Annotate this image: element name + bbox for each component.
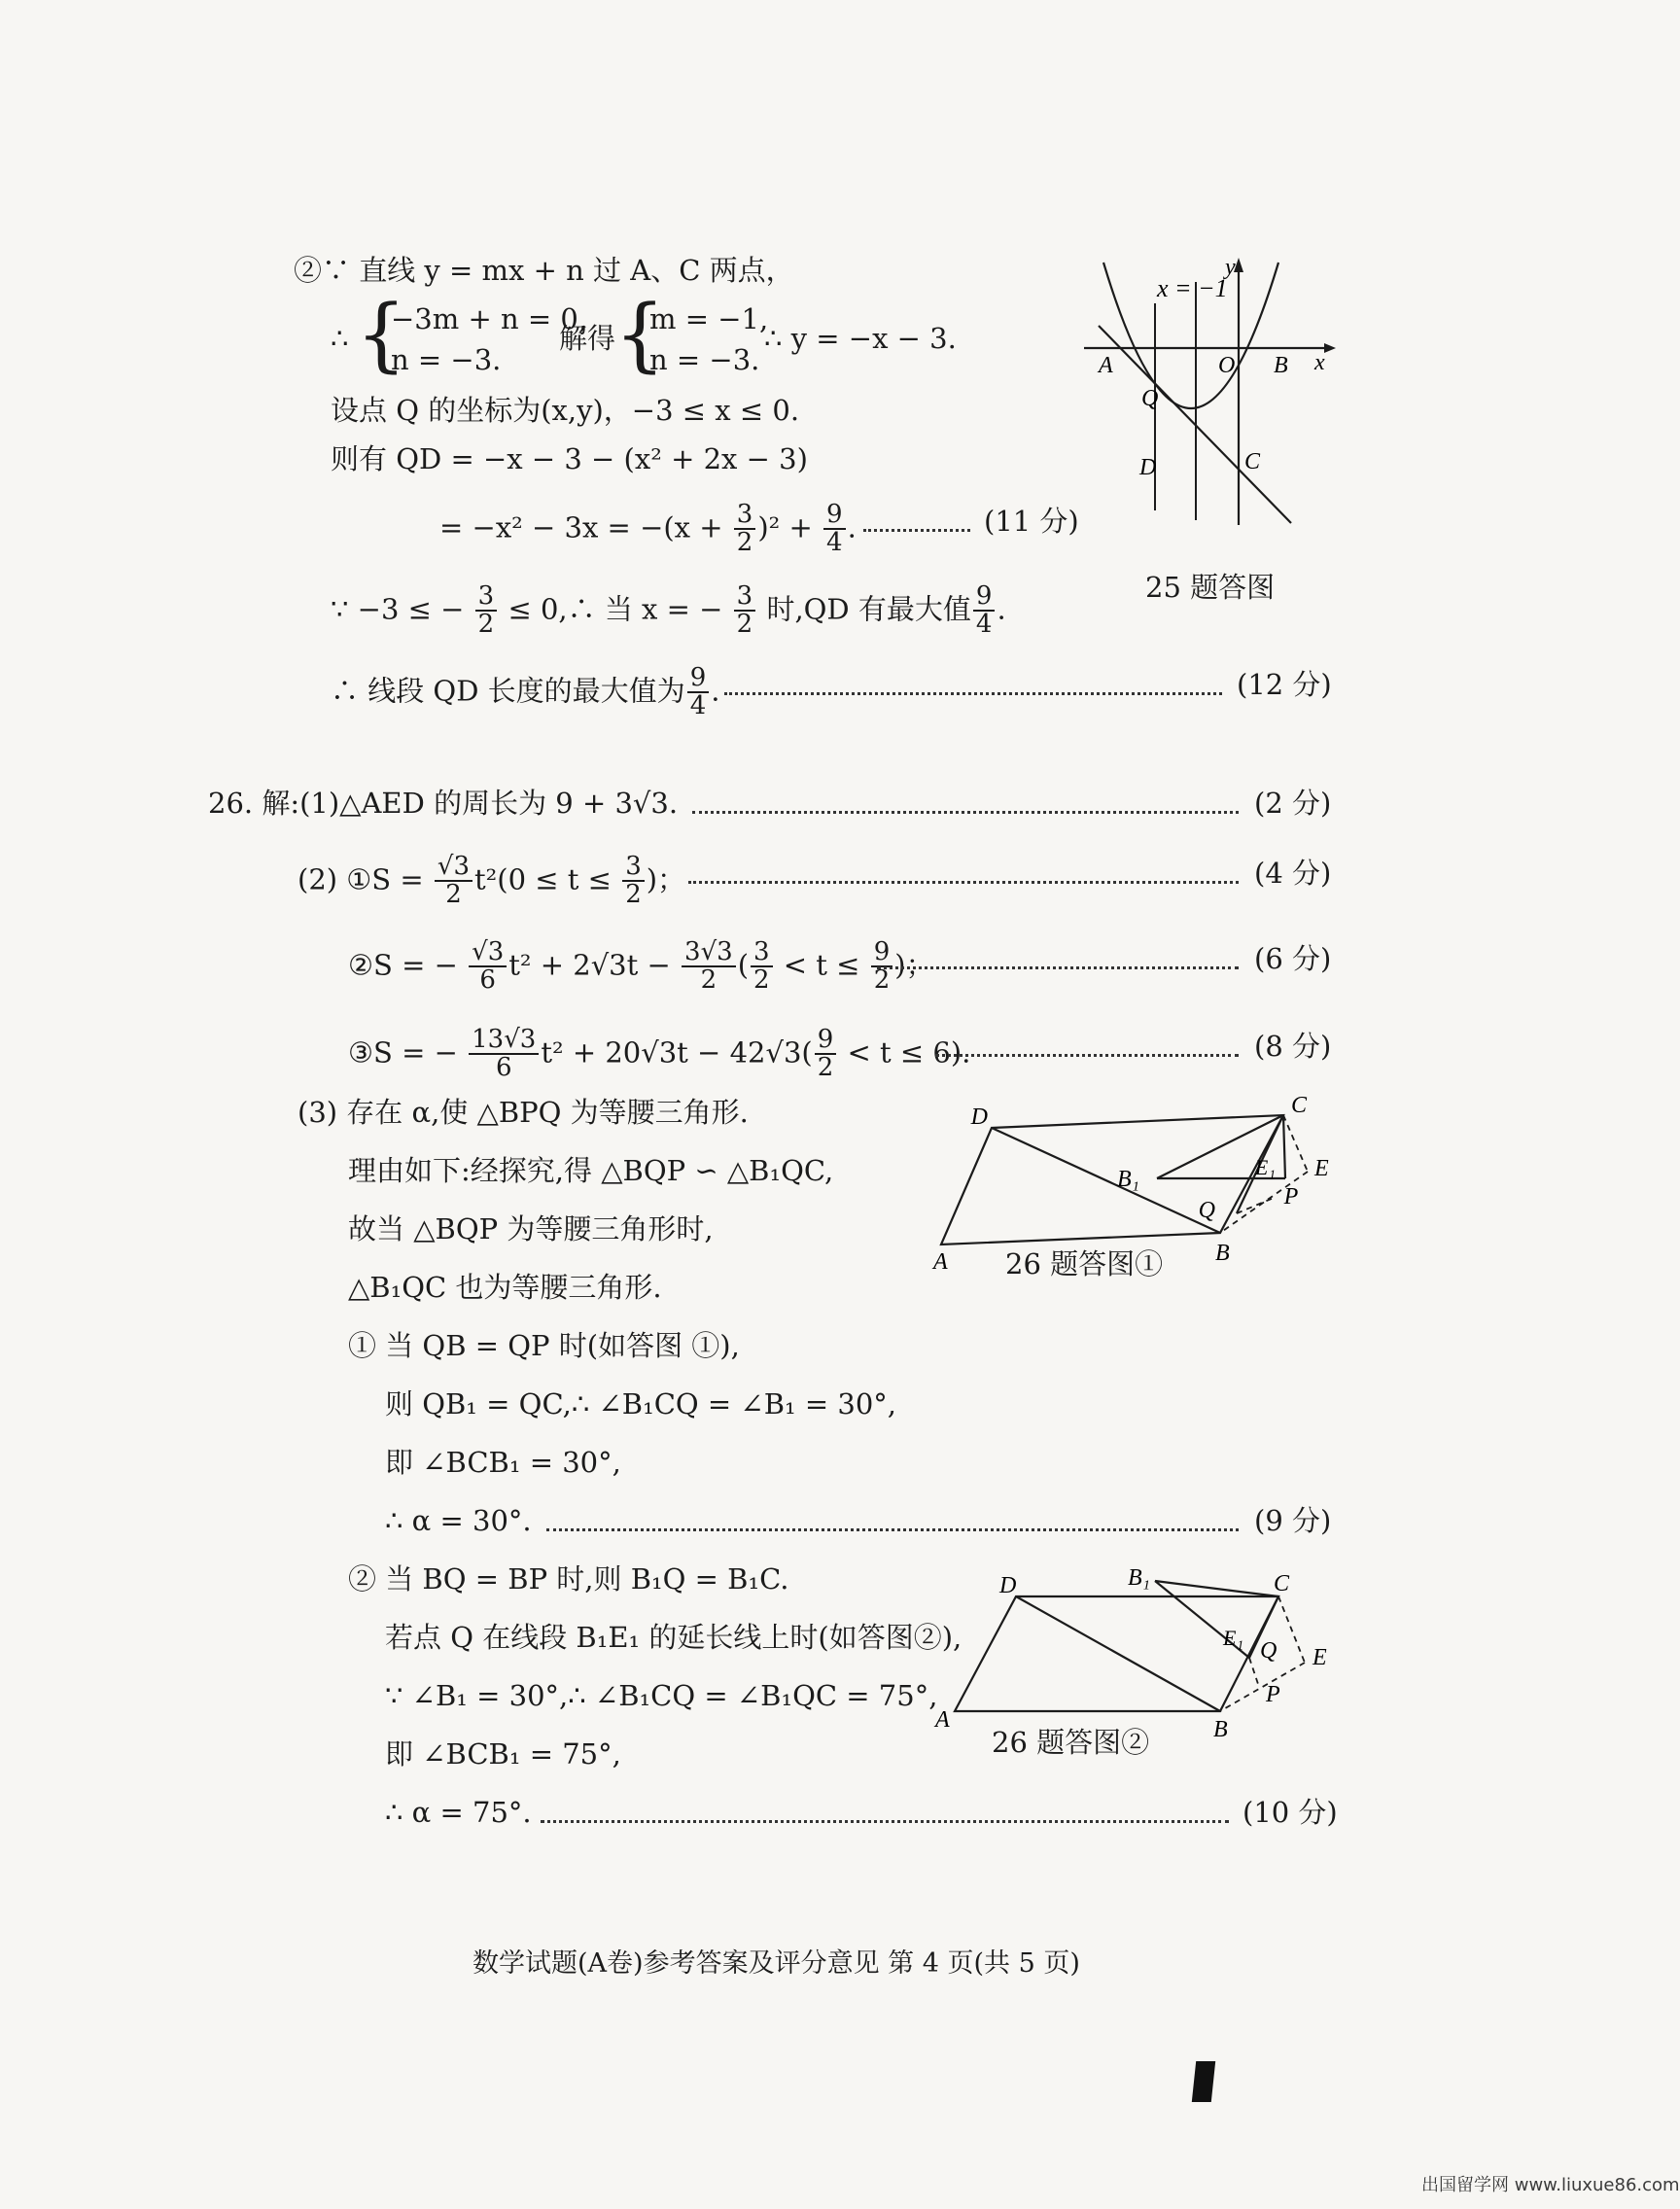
p26-part1: 26. 解:(1)△AED 的周长为 9 + 3√3. <box>208 787 679 820</box>
p26-case2-l5: ∴ α = 75°. <box>385 1796 532 1829</box>
diagonal-db <box>1016 1596 1220 1711</box>
diagonal-db <box>992 1128 1220 1233</box>
svg-text:P: P <box>1266 1682 1280 1707</box>
score-10: (10 分) <box>1242 1796 1338 1829</box>
svg-text:A: A <box>1099 353 1113 378</box>
svg-text:D: D <box>999 1573 1017 1598</box>
dot-leader <box>688 881 1239 884</box>
dot-leader <box>863 529 970 532</box>
p25-system1-eq2: n = −3. <box>391 343 502 376</box>
dot-leader <box>935 1054 1239 1057</box>
score-4: (4 分) <box>1254 857 1332 890</box>
score-11: (11 分) <box>984 505 1079 538</box>
score-2: (2 分) <box>1254 787 1332 820</box>
p25-brace-1: { <box>356 289 407 381</box>
p26-part2-case3: ③S = − $\frac{13√3}{6}$ t² + 20√3t − 42√3( $\frac{9}{2}$ < t ≤ 6). <box>348 1025 971 1083</box>
svg-text:E: E <box>1312 1645 1327 1670</box>
dot-leader <box>724 692 1222 695</box>
svg-text:O: O <box>1218 353 1236 378</box>
svg-text:E₁: E₁ <box>1254 1155 1276 1179</box>
svg-text:B: B <box>1215 1241 1230 1266</box>
p26-part2-case1: (2) ①S = $\frac{√3}{2}$ t²(0 ≤ t ≤ $\frac{3}{2}$ )； <box>298 852 686 910</box>
score-9: (9 分) <box>1254 1504 1332 1537</box>
p25-system1-eq1: −3m + n = 0, <box>391 302 588 335</box>
p26-part2-case2: ②S = − $\frac{√3}{6}$ t² + 2√3t − $\frac{3√3}{2}$ ( $\frac{3}{2}$ < t ≤ $\frac{9}{2}$ )； <box>348 937 934 996</box>
dashed-qp <box>1249 1658 1259 1687</box>
score-6: (6 分) <box>1254 942 1332 975</box>
dashed-ce <box>1278 1596 1305 1663</box>
svg-text:D: D <box>1139 455 1157 480</box>
p26-case1-l1: ① 当 QB = QP 时(如答图 ①), <box>348 1329 740 1362</box>
scan-mark <box>1192 2061 1215 2102</box>
p25-brace-2: { <box>614 289 666 381</box>
p25-therefore: ∴ <box>331 322 349 355</box>
figure-26-1-caption: 26 题答图① <box>1005 1247 1164 1280</box>
svg-text:C: C <box>1244 449 1261 474</box>
svg-text:C: C <box>1291 1093 1308 1118</box>
svg-text:x: x <box>1314 350 1325 375</box>
figure-25 <box>1069 243 1361 603</box>
frac-3-2: $\frac{3}{2}$ <box>734 502 756 557</box>
svg-text:C: C <box>1274 1571 1290 1596</box>
p25-system2-eq1: m = −1, <box>649 302 769 335</box>
p26-case2-l1: ② 当 BQ = BP 时,则 B₁Q = B₁C. <box>348 1562 789 1595</box>
svg-text:B₁: B₁ <box>1116 1167 1139 1192</box>
dot-leader <box>692 811 1239 814</box>
figure-25-caption: 25 题答图 <box>1145 571 1276 604</box>
dot-leader <box>541 1820 1229 1823</box>
p25-line-qd: 则有 QD = −x − 3 − (x² + 2x − 3) <box>331 442 808 475</box>
svg-text:Q: Q <box>1198 1198 1215 1223</box>
p25-line-given: ②∵ 直线 y = mx + n 过 A、C 两点， <box>294 254 794 287</box>
p26-part3-l4: △B₁QC 也为等腰三角形. <box>348 1271 662 1304</box>
svg-text:y: y <box>1225 255 1236 280</box>
p25-solved-label: 解得 <box>559 322 616 355</box>
score-12: (12 分) <box>1237 668 1332 701</box>
p26-part3-l3: 故当 △BQP 为等腰三角形时, <box>348 1212 714 1245</box>
svg-text:Q: Q <box>1260 1638 1278 1664</box>
p25-line-equation: ∴ y = −x − 3. <box>764 322 957 355</box>
svg-text:B₁: B₁ <box>1128 1565 1151 1591</box>
p26-case2-l2: 若点 Q 在线段 B₁E₁ 的延长线上时(如答图②), <box>385 1621 962 1654</box>
p25-line-range: ∵ −3 ≤ − $\frac{3}{2}$ ≤ 0,∴ 当 x = − $\frac{3}{2}$ 时,QD 有最大值 $\frac{9}{4}$ . <box>331 581 1006 640</box>
p25-line-point-q: 设点 Q 的坐标为(x,y)，−3 ≤ x ≤ 0. <box>331 394 800 427</box>
p26-case1-l2: 则 QB₁ = QC,∴ ∠B₁CQ = ∠B₁ = 30°, <box>385 1387 897 1420</box>
x-axis-arrow <box>1324 343 1336 353</box>
score-8: (8 分) <box>1254 1030 1332 1063</box>
parallelogram-abcd <box>941 1115 1283 1245</box>
p26-case2-l4: 即 ∠BCB₁ = 75°, <box>385 1737 621 1771</box>
svg-text:B: B <box>1213 1717 1228 1742</box>
page-footer: 数学试题(A卷)参考答案及评分意见 第 4 页(共 5 页) <box>472 1948 1080 1979</box>
watermark: 出国留学网 www.liuxue86.com <box>1421 2175 1680 2195</box>
p25-line-conclusion: ∴ 线段 QD 长度的最大值为 $\frac{9}{4}$ . <box>331 663 720 721</box>
p26-part3-l1: (3) 存在 α,使 △BPQ 为等腰三角形. <box>298 1096 749 1129</box>
label-axis-line: x = −1 <box>1157 274 1228 302</box>
svg-text:D: D <box>970 1104 988 1130</box>
frac-9-4: $\frac{9}{4}$ <box>823 502 846 557</box>
svg-text:E₁: E₁ <box>1223 1626 1244 1650</box>
p25-line-qd-expand: = −x² − 3x = −(x + $\frac{3}{2}$ )² + $\frac{9}{4}$ . <box>439 500 857 558</box>
svg-text:E: E <box>1314 1156 1329 1181</box>
p26-case1-l3: 即 ∠BCB₁ = 30°, <box>385 1446 621 1479</box>
svg-text:B: B <box>1274 353 1288 378</box>
svg-text:P: P <box>1283 1184 1299 1210</box>
figure-26-2 <box>924 1556 1351 1750</box>
dot-leader <box>877 966 1239 969</box>
dashed-ce <box>1283 1115 1308 1172</box>
segment-b1c <box>1155 1581 1278 1596</box>
dot-leader <box>546 1528 1239 1531</box>
p26-case2-l3: ∵ ∠B₁ = 30°,∴ ∠B₁CQ = ∠B₁QC = 75°, <box>385 1679 938 1712</box>
segment-ce1 <box>1283 1115 1285 1178</box>
p25-system2-eq2: n = −3. <box>649 343 760 376</box>
svg-text:Q: Q <box>1141 386 1159 411</box>
p26-case1-l4: ∴ α = 30°. <box>385 1504 532 1537</box>
svg-text:A: A <box>935 1707 950 1733</box>
svg-text:A: A <box>933 1249 948 1275</box>
p26-part3-l2: 理由如下:经探究,得 △BQP ∽ △B₁QC, <box>348 1154 834 1187</box>
figure-26-2-caption: 26 题答图② <box>992 1726 1150 1759</box>
